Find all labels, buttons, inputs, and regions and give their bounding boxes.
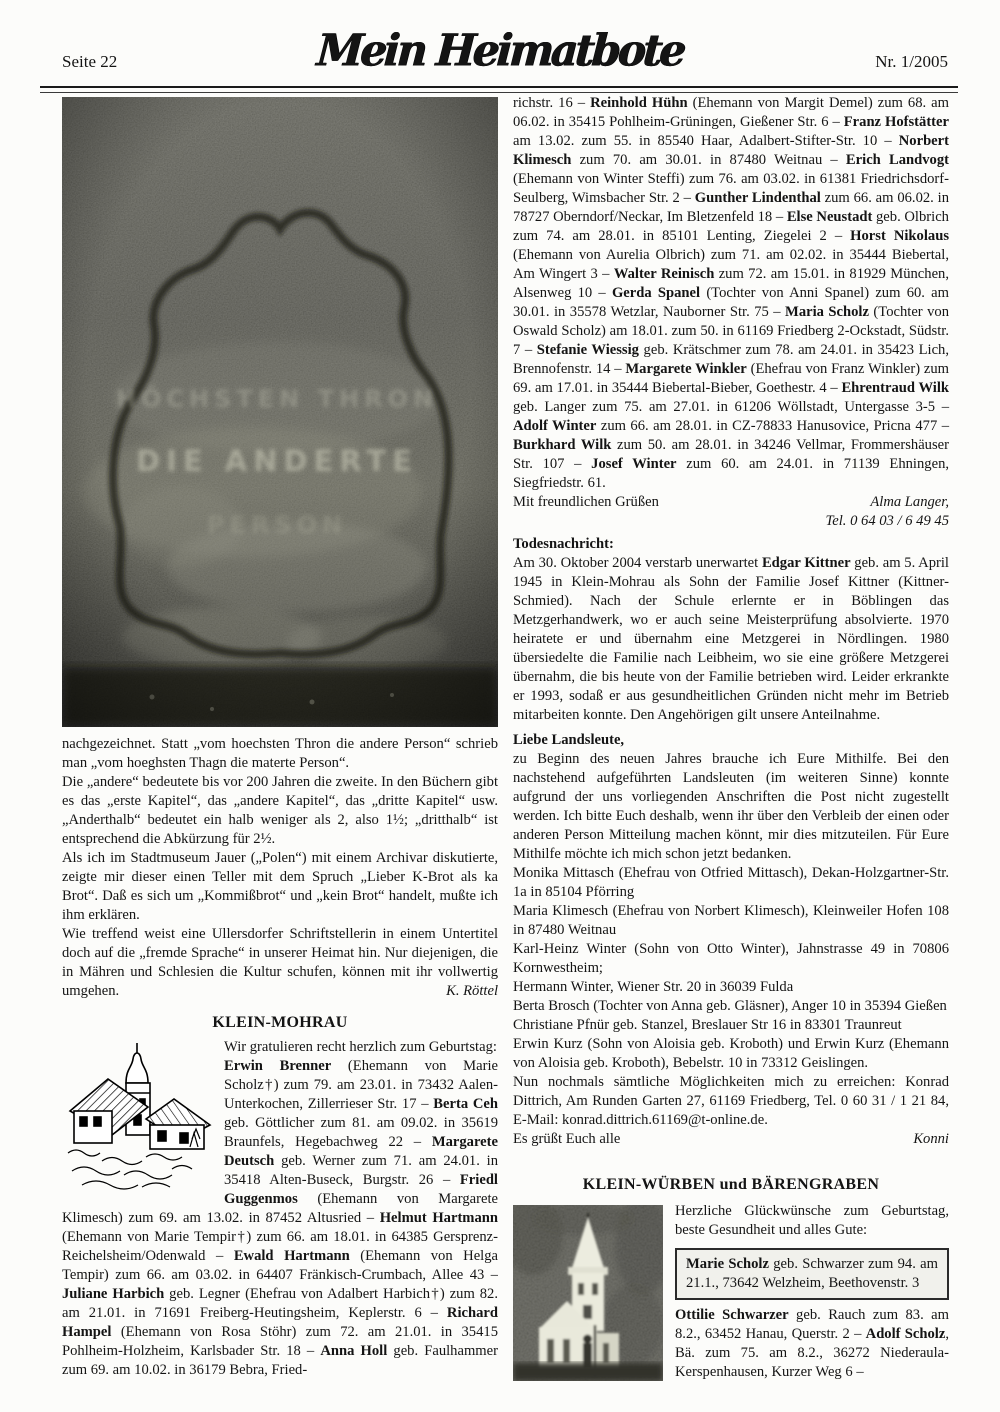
todesnachricht-heading: Todesnachricht: [513, 536, 614, 552]
liebe-landsleute-closing-row [513, 1130, 949, 1149]
article-paragraph: Die „andere“ bedeutete bis vor 200 Jahren die zweite. In den Büchern gibt es das „erste Kapitel“, das „andere Kapitel“, das „dritte Kapitel“ usw. „Anderthalb“ bedeutet ein halb weniger als 2, also 1½; „dritthalb“ ist entsprechend die Abkürzung für 2½. [62, 774, 498, 847]
stone-inscription-photo [62, 97, 498, 727]
village-church-drawing [62, 1041, 212, 1193]
article-paragraph: Wie treffend weist eine Ullersdorfer Schriftstellerin in einem Untertitel doch auf die „fremde Sprache“ in unserer Heimat hin. Nur diejenigen, die in Mähren und Schlesien die Kultur schufen, können mit ihr vollwertig umgehen. [62, 926, 498, 999]
address-line: Nun nochmals sämtliche Möglichkeiten mich zu erreichen: Konrad Dittrich, Am Runden Garten 27, 61169 Friedberg, Tel. 0 60 31 / 1 21 84, E-Mail: konrad.dittrich.61169@t-online.de. [513, 1074, 949, 1128]
address-line: Monika Mittasch (Ehefrau von Otfried Mittasch), Dekan-Holzgartner-Str. 1a in 85104 Pförring [513, 865, 949, 900]
address-line: Maria Klimesch (Ehefrau von Norbert Klimesch), Kleinweiler Hofen 108 in 87480 Weitnau [513, 903, 949, 938]
klein-wuerben-birthday-list: Ottilie Schwarzer geb. Rauch zum 83. am 8.2., 63452 Hanau, Querstr. 2 – Adolf Scholz, Bä. zum 75. am 8.2., 36272 Niederaula-Kerspenhausen, Kurzer Weg 6 – [675, 1307, 949, 1380]
liebe-landsleute-heading: Liebe Landsleute, [513, 732, 625, 748]
masthead [0, 26, 1000, 75]
closing-signature-row [513, 493, 949, 512]
address-line: Christiane Pfnür geb. Stanzel, Breslauer Str 16 in 83301 Traunreut [513, 1017, 902, 1033]
church-photo [513, 1205, 663, 1381]
address-line: Hermann Winter, Wiener Str. 20 in 36039 Fulda [513, 979, 794, 995]
liebe-closing-left: Es grüßt Euch alle [513, 1131, 621, 1147]
address-line: Karl-Heinz Winter (Sohn von Otto Winter), Jahnstrasse 49 in 70806 Kornwestheim; [513, 941, 949, 976]
header-rule-top [40, 86, 958, 88]
klein-mohrau-birthday-list: Erwin Brenner (Ehemann von Marie Scholz†) zum 79. am 23.01. in 73432 Aalen-Unterkochen, Zillerrieser Str. 17 – Berta Ceh geb. Göttlicher zum 81. am 09.02. in 35619 Braunfels, Hegebachweg 22 – Margarete Deutsch geb. Werner zum 71. am 24.01. in 35418 Alten-Buseck, Burgstr. 26 – Friedl Guggenmos (Ehemann von Margarete Klimesch) zum 69. am 13.02. in 87452 Altusried – Helmut Hartmann (Ehemann von Marie Tempir†) zum 66. am 18.01. in 64385 Gersprenz-Reichelsheim/Odenwald – Ewald Hartmann (Ehemann von Helga Tempir) zum 66. am 03.02. in 64407 Fränkisch-Crumbach, Allee 43 – Juliane Harbich geb. Legner (Ehefrau von Adalbert Harbich†) zum 82. am 21.01. in 71691 Freiberg-Heutingsheim, Keplerstr. 6 – Richard Hampel (Ehemann von Rosa Stöhr) zum 72. am 21.01. in 35415 Pohlheim-Holzheim, Karlsbader Str. 18 – Anna Holl geb. Faulhammer zum 69. am 10.02. in 36179 Bebra, Fried- [62, 1058, 498, 1378]
house-wall-left [74, 1111, 112, 1143]
page-number: Seite 22 [62, 52, 118, 71]
church-photo-frame [513, 1205, 663, 1381]
village-drawing-frame [62, 1041, 212, 1193]
liebe-closing-signature: Konni [913, 1131, 949, 1147]
liebe-landsleute-body: zu Beginn des neuen Jahres brauche ich Eure Mithilfe. Bei den nachstehend aufgeführten Landsleuten (im weiteren Sinne) konnte aufgrund der uns vorliegenden Anschriften die Post nicht zugestellt werden. Ich bitte Euch deshalb, wenn ihr über den Verbleib der einen oder anderen Person Mitteilung machen könnt, mir dies mitzuteilen. Für Eure Mithilfe möchte ich mich schon jetzt bedanken. [513, 751, 949, 862]
article-byline: K. Röttel [446, 983, 498, 999]
section-heading-klein-wuerben: KLEIN-WÜRBEN und BÄRENGRABEN [582, 1176, 880, 1193]
closing-name: Alma Langer, [870, 494, 949, 510]
klein-mohrau-intro: Wir gratulieren recht herzlich zum Geburtstag: [224, 1039, 497, 1055]
klein-wuerben-intro: Herzliche Glückwünsche zum Geburtstag, beste Gesundheit und alles Gute: [675, 1203, 949, 1238]
right-column [513, 94, 949, 1383]
article-paragraph: nachgezeichnet. Statt „vom hoechsten Thron die andere Person“ schrieb man „vom hoeghsten Thagn die materte Person“. [62, 736, 498, 771]
birthday-list-continued: richstr. 16 – Reinhold Hühn (Ehemann von Margit Demel) zum 68. am 06.02. in 35415 Pohlheim-Grüningen, Gießener Str. 6 – Franz Hofstätter am 13.02. zum 55. in 85540 Haar, Adalbert-Stifter-Str. 10 – Norbert Klimesch zum 70. am 30.01. in 87480 Weitnau – Erich Landvogt (Ehemann von Winter Steffi) zum 76. am 03.02. in 61381 Friedrichsdorf-Seulberg, Wimsbacher Str. 2 – Gunther Lindenthal zum 66. am 06.02. in 78727 Oberndorf/Neckar, Im Bletzenfeld 18 – Else Neustadt geb. Olbrich zum 74. am 28.01. in 85101 Lenting, Ziegelei 2 – Horst Nikolaus (Ehemann von Aurelia Olbrich) zum 71. am 02.02. in 35444 Biebertal, Am Wingert 3 – Walter Reinisch zum 72. am 15.01. in 81929 München, Alsenweg 10 – Gerda Spanel (Tochter von Anni Spanel) zum 60. am 30.01. in 35578 Wetzlar, Nauborner Str. 75 – Maria Scholz (Tochter von Oswald Scholz) am 18.01. zum 50. in 61169 Friedberg 2-Ockstadt, Südstr. 7 – Stefanie Wiessig geb. Krätschmer zum 78. am 24.01. in 35423 Lich, Brennofenstr. 14 – Margarete Winkler (Ehefrau von Franz Winkler) zum 69. am 17.01. in 35444 Biebertal-Bieber, Goethestr. 4 – Ehrentraud Wilk geb. Langer zum 75. am 27.01. in 61206 Wöllstadt, Untergasse 3-5 – Adolf Winter zum 66. am 28.01. in CZ-78833 Hanusovice, Pricna 477 – Burkhard Wilk zum 50. am 28.01. in 34246 Vellmar, Frommershäuser Str. 107 – Josef Winter zum 60. am 24.01. in 71139 Ehningen, Siegfriedstr. 61. [513, 95, 950, 491]
highlighted-birthday-box [675, 1248, 949, 1300]
issue-number: Nr. 1/2005 [875, 52, 948, 71]
section-heading-klein-mohrau: KLEIN-MOHRAU [212, 1014, 348, 1031]
todesnachricht-body: Am 30. Oktober 2004 verstarb unerwartet Edgar Kittner geb. am 5. April 1945 in Klein-Mohrau als Sohn der Familie Josef Kittner (Kittner-Schmied). Nach der Schule erlernte er in Böblingen das Metzgerhandwerk, wo er auch seine Meisterprüfung absolvierte. 1970 heiratete er und übernahm eine Metzgerei in Nördlingen. 1980 übersiedelte die Familie nach Leibheim, wo sie eine größere Metzgerei übernahm, die bis heute von der Familie betrieben wird. Leider erkrankte er 1993, sodaß er aus gesundheitlichen Gründen nicht mehr im Betrieb mitarbeiten konnte. Den Angehörigen gilt unsere Anteilnahme. [513, 555, 949, 723]
stone-photo-frame [62, 97, 498, 727]
church-onion-dome [126, 1053, 148, 1083]
article-paragraph: Als ich im Stadtmuseum Jauer („Polen“) mit einem Archivar diskutierte, zeigte mir dieser einen Teller mit dem Spruch „Lieber K-Brot als ka Brot“. Daß es sich um „Kommißbrot“ und „kein Brot“ handelt, mußte ich ihm erklären. [62, 850, 498, 923]
address-line: Erwin Kurz (Sohn von Aloisia geb. Kroboth) und Erwin Kurz (Ehemann von Aloisia geb. Kroboth), Bebelstr. 10 in 73312 Geislingen. [513, 1036, 949, 1071]
header-rule-bottom [40, 92, 958, 93]
klein-wuerben-section [513, 1202, 949, 1383]
klein-mohrau-section [62, 1038, 498, 1380]
closing-greeting: Mit freundlichen Grüßen [513, 494, 659, 510]
left-column [62, 97, 498, 1380]
address-line: Berta Brosch (Tochter von Anna geb. Gläsner), Anger 10 in 35394 Gießen [513, 998, 947, 1014]
masthead-title: Mein Heimatbote [315, 24, 685, 77]
boxed-birthday-text: Marie Scholz geb. Schwarzer zum 94. am 21.1., 73642 Welzheim, Beethovenstr. 3 [686, 1256, 938, 1291]
closing-telephone: Tel. 0 64 03 / 6 49 45 [825, 513, 949, 529]
